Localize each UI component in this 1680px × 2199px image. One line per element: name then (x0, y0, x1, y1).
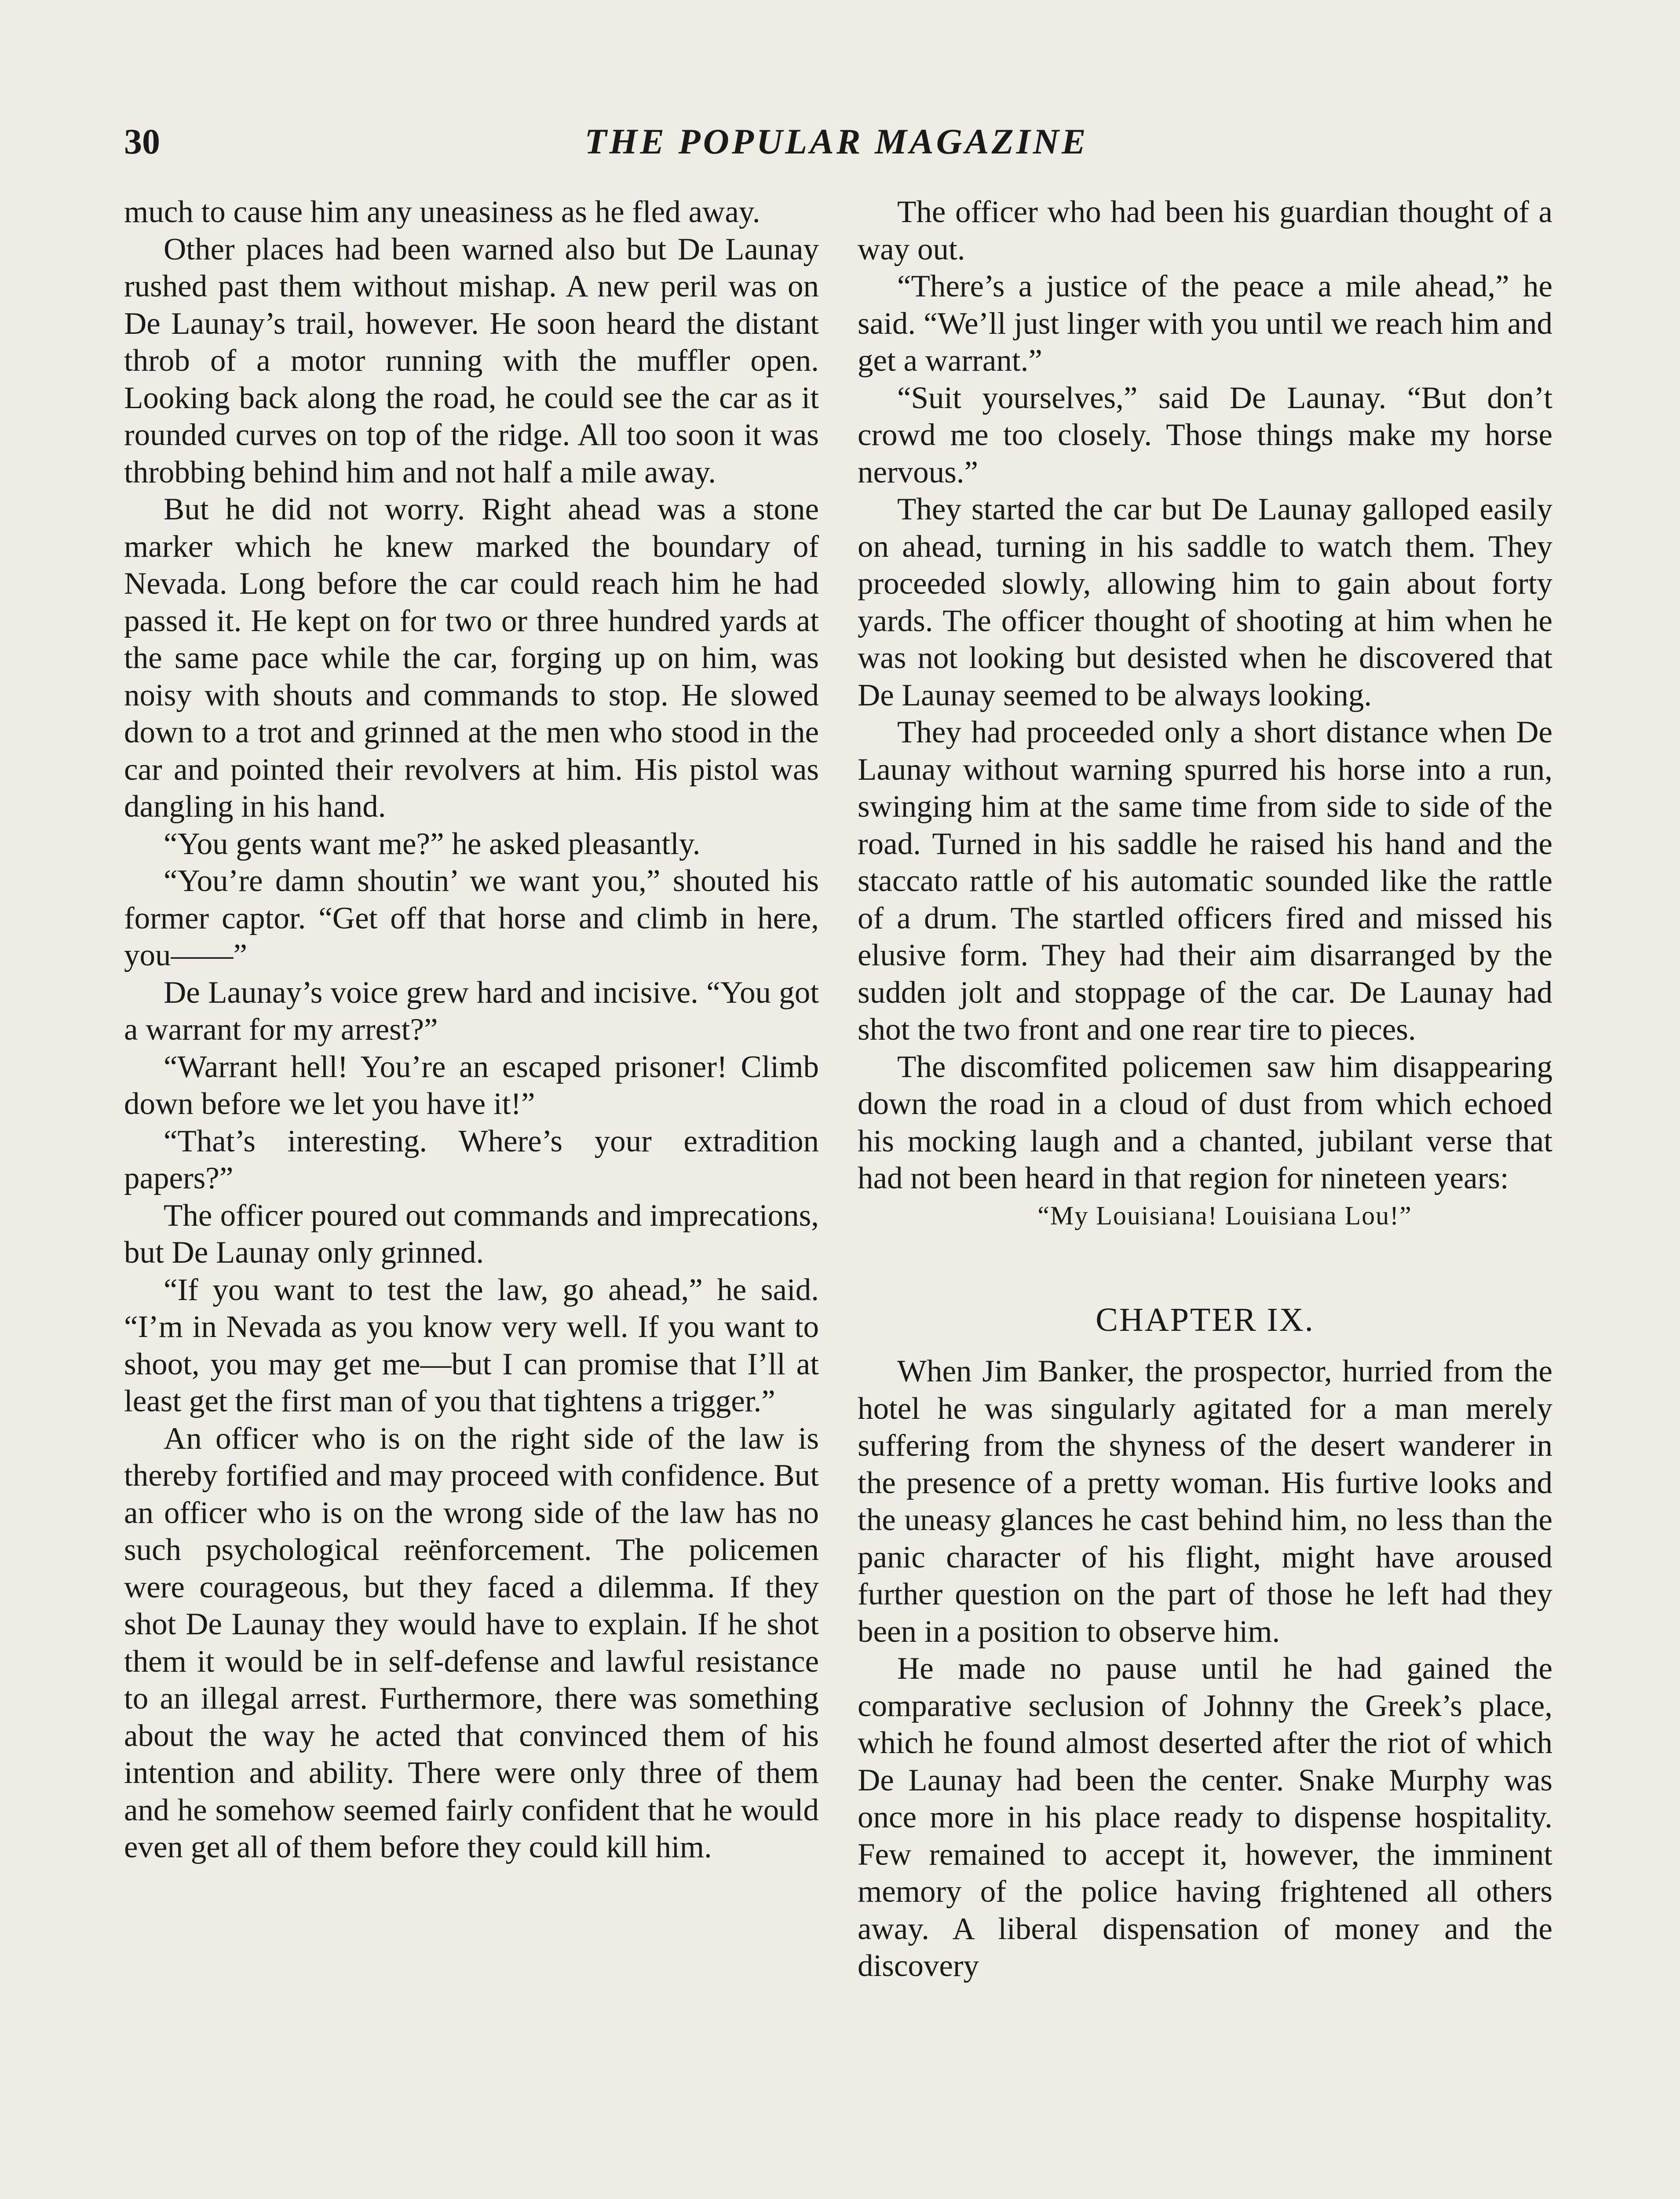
paragraph: They started the car but De Launay galloped easily on ahead, turning in his saddle to watch them. They proceeded slowly, allowing him to gain about forty yards. The officer thought of shooting at him when he was not looking but desisted when he discovered that De Launay seemed to be always looking. (858, 492, 1552, 712)
paragraph: When Jim Banker, the prospector, hurried from the hotel he was singularly agitated for a man merely suffering from the shyness of the desert wanderer in the presence of a pretty woman. His furtive looks and the uneasy glances he cast behind him, no less than the panic character of his flight, might have aroused further question on the part of those he left had they been in a position to observe him. (858, 1354, 1552, 1649)
left-column (124, 194, 819, 1866)
paragraph: “That’s interesting. Where’s your extradition papers?” (124, 1124, 819, 1195)
paragraph: He made no pause until he had gained the comparative seclusion of Johnny the Greek’s place, which he found almost deserted after the riot of which De Launay had been the center. Snake Murphy was once more in his place ready to dispense hospitality. Few remained to accept it, however, the imminent memory of the police having frightened all others away. A liberal dispensation of money and the discovery (858, 1651, 1552, 1983)
paragraph: much to cause him any uneasiness as he fled away. (124, 195, 760, 229)
paragraph: “You’re damn shoutin’ we want you,” shouted his former captor. “Get off that horse and climb in here, you——” (124, 864, 819, 972)
paragraph: The officer who had been his guardian thought of a way out. (858, 195, 1552, 267)
paragraph: The discomfited policemen saw him disappearing down the road in a cloud of dust from which echoed his mocking laugh and a chanted, jubilant verse that had not been heard in that region for nineteen years: (858, 1049, 1552, 1195)
paragraph: De Launay’s voice grew hard and incisive. “You got a warrant for my arrest?” (124, 975, 819, 1047)
paragraph: “There’s a justice of the peace a mile ahead,” he said. “We’ll just linger with you until we reach him and get a warrant.” (858, 269, 1552, 378)
page-number: 30 (124, 121, 160, 161)
paragraph: “You gents want me?” he asked pleasantly. (164, 826, 701, 861)
running-title: THE POPULAR MAGAZINE (584, 121, 1088, 161)
paragraph: “Warrant hell! You’re an escaped prisoner! Climb down before we let you have it!” (124, 1049, 819, 1121)
verse-line: “My Louisiana! Louisiana Lou!” (1037, 1201, 1412, 1230)
paragraph: But he did not worry. Right ahead was a stone marker which he knew marked the boundary of Nevada. Long before the car could reach him he had passed it. He kept on for two or three hundred yards at the same pace while the car, forging up on him, was noisy with shouts and commands to stop. He slowed down to a trot and grinned at the men who stood in the car and pointed their revolvers at him. His pistol was dangling in his hand. (124, 492, 819, 824)
paragraph: An officer who is on the right side of the law is thereby fortified and may proceed with confidence. But an officer who is on the wrong side of the law has no such psychological reënforcement. The policemen were courageous, but they faced a dilemma. If they shot De Launay they would have to explain. If he shot them it would be in self-defense and lawful resistance to an illegal arrest. Furthermore, there was something about the way he acted that convinced them of his intention and ability. There were only three of them and he somehow seemed fairly confident that he would even get all of them before they could kill him. (124, 1421, 819, 1864)
chapter-heading: CHAPTER IX. (1096, 1301, 1315, 1338)
paragraph: They had proceeded only a short distance when De Launay without warning spurred his horse into a run, swinging him at the same time from side to side of the road. Turned in his saddle he raised his hand and the staccato rattle of his automatic sounded like the rattle of a drum. The startled officers fired and missed his elusive form. They had their aim disarranged by the sudden jolt and stoppage of the car. De Launay had shot the two front and one rear tire to pieces. (858, 715, 1552, 1047)
right-column (858, 194, 1552, 1985)
paragraph: The officer poured out commands and imprecations, but De Launay only grinned. (124, 1198, 819, 1270)
paragraph: Other places had been warned also but De Launay rushed past them without mishap. A new peril was on De Launay’s trail, however. He soon heard the distant throb of a motor running with the muffler open. Looking back along the road, he could see the car as it rounded curves on top of the ridge. All too soon it was throbbing behind him and not half a mile away. (124, 232, 819, 489)
page-header (124, 115, 1549, 168)
paragraph: “If you want to test the law, go ahead,” he said. “I’m in Nevada as you know very well. If you want to shoot, you may get me—but I can promise that I’ll at least get the first man of you that tightens a trigger.” (124, 1272, 819, 1418)
paragraph: “Suit yourselves,” said De Launay. “But don’t crowd me too closely. Those things make my horse nervous.” (858, 380, 1552, 489)
